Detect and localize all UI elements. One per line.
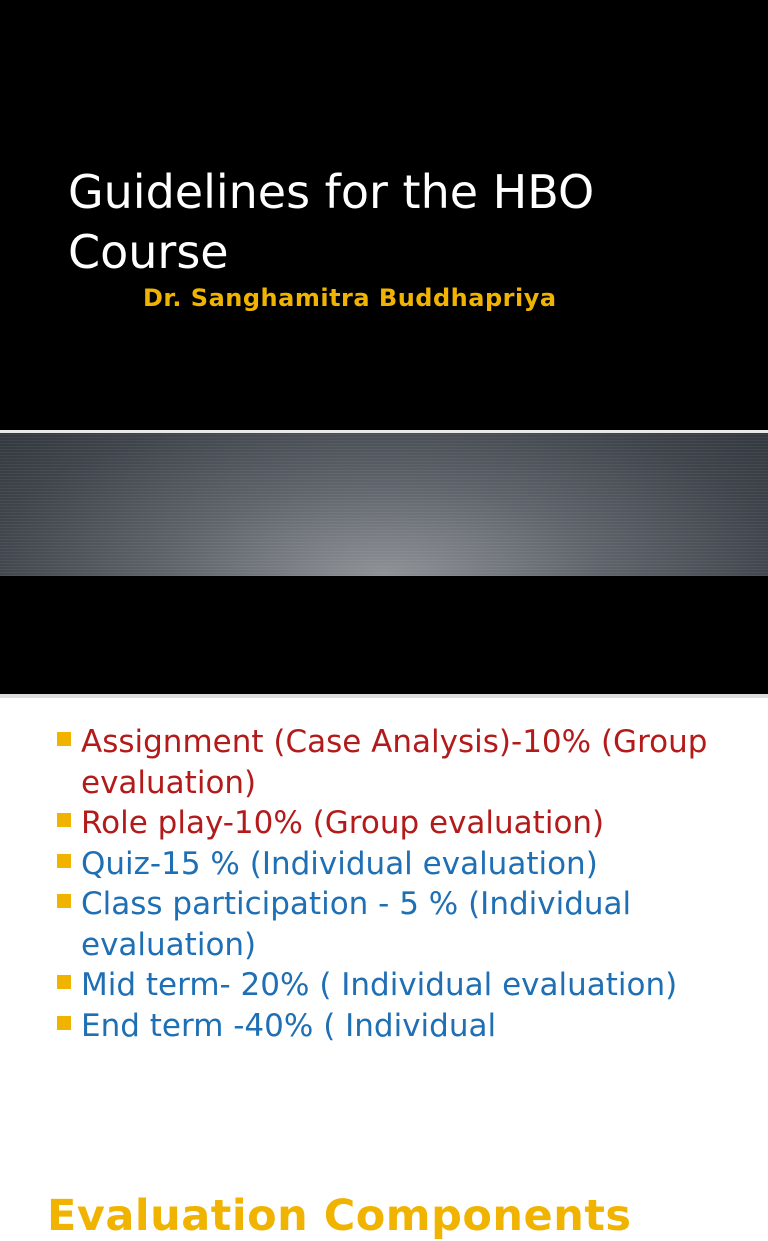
list-item-text: Quiz-15 % (Individual evaluation)	[81, 845, 598, 882]
slide-title: Guidelines for the HBO Course	[68, 165, 595, 279]
list-item	[55, 803, 755, 844]
list-item-text: Class participation - 5 % (Individual evaluation)	[81, 886, 632, 963]
band-texture	[0, 433, 768, 576]
header-divider	[0, 694, 768, 698]
square-bullet-icon	[57, 894, 71, 908]
square-bullet-icon	[57, 813, 71, 827]
list-item-text: Role play-10% (Group evaluation)	[81, 805, 605, 841]
list-item-text: End term -40% ( Individual	[81, 1007, 497, 1044]
square-bullet-icon	[57, 732, 71, 746]
decorative-band	[0, 433, 768, 576]
list-item	[55, 884, 755, 965]
list-item	[55, 844, 755, 885]
square-bullet-icon	[57, 975, 71, 989]
evaluation-list	[55, 722, 755, 1046]
list-item	[55, 1006, 755, 1047]
slide-subtitle-author: Dr. Sanghamitra Buddhapriya	[143, 284, 557, 312]
list-item	[55, 965, 755, 1006]
list-item-text: Assignment (Case Analysis)-10% (Group evaluation)	[81, 724, 708, 801]
square-bullet-icon	[57, 1016, 71, 1030]
list-item-text: Mid term- 20% ( Individual evaluation)	[81, 967, 678, 1003]
content-slide-heading: Evaluation Components	[47, 1191, 632, 1241]
title-slide	[0, 0, 768, 430]
square-bullet-icon	[57, 854, 71, 868]
list-item	[55, 722, 755, 803]
